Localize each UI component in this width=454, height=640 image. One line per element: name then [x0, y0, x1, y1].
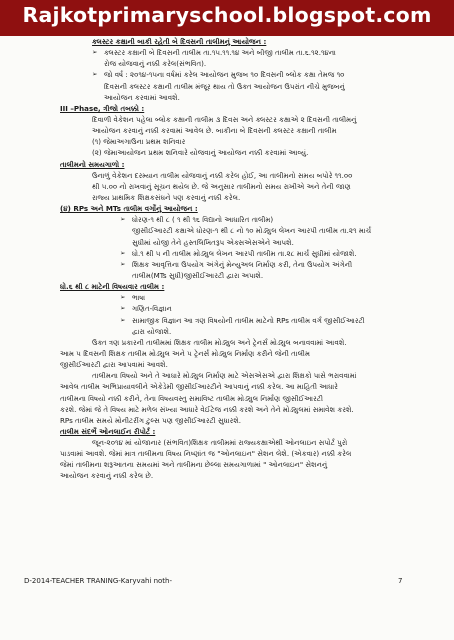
- paragraph-line: થી ૫.૦૦ નો રાખવાનું સૂચન થયેલ છે. જે અનુસાર તાલીમનો સમય રાખીએ અને તેની જાણ: [92, 181, 351, 191]
- paragraph-line: જેમાં તાલીમના શરૂઆતના સમયમાં અને તાલીમના છેલ્લા સમયગાળામાં " ઓનલાઇન" સેશનનું: [60, 460, 328, 470]
- paragraph-line: આયોજન કરવાનું નક્કી કરવામાં આવેલ છે. બાકીના બે દિવસની ક્લસ્ટર કક્ષાની તાલીમ: [92, 126, 337, 136]
- section-rps-mts: [0, 203, 454, 281]
- section-heading: (૪) RPs અને MTs તાલીમ વર્ગોનું આયોજન :: [60, 204, 198, 214]
- paragraph-line: આયોજન કરવાનું નક્કી કરેલ છે.: [60, 471, 154, 481]
- bullet-line: રોજ યોજવાનું નક્કી કરેલ(સંભવિત).: [104, 59, 207, 69]
- section-cluster-training: [0, 36, 454, 103]
- paragraph-line: તાલીમના વિષયો નક્કી કરીને, તેના વિષયવસ્તુ સમાવિષ્ટ તાલીમ મોડ્યુલ નિર્માણ જીસીઈઆરટી: [60, 393, 323, 403]
- section-heading: ધો.૬ થી ૮ માટેની વિષયવાર તાલીમ :: [60, 282, 165, 292]
- document-body: [0, 36, 454, 482]
- page-number: 7: [398, 577, 403, 585]
- paragraph-line: તાલીમના વિષયો અને તે આધારે મોડ્યુલ નિર્માણ માટે એસએસએ દ્વારા શિક્ષકો પાસે ભરાવવામાં: [92, 371, 357, 381]
- section-heading: ક્લસ્ટર કક્ષાની બાકી રહેતી બે દિવસની તાલીમનું આયોજન :: [92, 37, 267, 46]
- paragraph-line: RPs તાલીમ સમયે મોનીટરીંગ ટુલ્સ પણ જીસીઈઆરટી સુધારશે.: [60, 415, 242, 425]
- bullet-line: દિવસની ક્લસ્ટર કક્ષાની તાલીમ મંજૂર થાય તો ઉક્ત આયોજન ઉપરાંત નીચે મુજબનું: [104, 81, 345, 91]
- section-training-duration: [0, 159, 454, 204]
- bullet-line: ➢ સામાજીક વિજ્ઞાન આ ત્રણ વિષયોની તાલીમ માટેનો RPs તાલીમ વર્ગ જીસીઈઆરટી: [0, 315, 454, 326]
- paragraph-line: કરશે. જેમાં જે તે વિષય માટે મળેલ સંખ્યા આધારે વેઈટેજ નક્કી કરશે અને તેને મોડ્યુલમાં સમાવેશ કરશે.: [60, 404, 354, 414]
- section-phase-three: [0, 103, 454, 159]
- bullet-line: ➢ શિક્ષક આવૃત્તિના ઉપયોગ અંગેનું મેન્યુઅલ નિર્માણ કરી, તેના ઉપયોગ અંગેની: [0, 259, 454, 270]
- section-subject-training: [0, 281, 454, 426]
- paragraph-line: જીસીઈઆરટી દ્વારા આપવામાં આવશે.: [60, 360, 168, 370]
- bullet-line: આયોજન કરવામાં આવશે.: [104, 92, 180, 102]
- bullet-line: ➢ ક્લસ્ટર કક્ષાની બે દિવસની તાલીમ તા.૧૫.૧૧.૧૪ અને બીજી તાલીમ તા.૬.૧૨.૧૪ના: [0, 47, 454, 58]
- paragraph-line: જૂન-૨૦૧૪ માં યોજાનાર (સંભવિત)શિક્ષક તાલીમમાં રાજ્યકક્ષાએથી ઓનલાઇન સપોર્ટ પુરો: [92, 438, 348, 448]
- paragraph-line: આવેલ તાલીમ અભિપ્રાયાવલીને એકેડેમી જીસીઈઆરટીને આપવાનું નક્કી કરેલ. આ માહિતી આધારે: [60, 382, 338, 392]
- bullet-line: જીસીઈઆરટી કક્ષાએ ધોરણ-૧ થી ૮ નો ૧૦ મોડ્યુલ લેખન આરપી તાલીમ તા.૨૧ માર્ચ: [132, 226, 372, 236]
- section-online-report: [0, 426, 454, 482]
- bullet-line: ➢ ધો.૧ થી ૫ ની તાલીમ મોડ્યુલ લેખન આરપી તાલીમ તા.૨૮ માર્ચ સુધીમાં યોજાશે.: [0, 248, 454, 259]
- bullet-line: સુધીમાં યોજી તેને હસ્તલિખિતરૂપ એક્સએસએને આપશે.: [132, 237, 294, 247]
- numbered-line: (૧) જેમાઅગાઉના પ્રથમ શનિવાર: [92, 137, 186, 147]
- section-heading: III –Phase, ત્રીજો તબક્કો :: [60, 103, 145, 113]
- site-title: Rajkotprimaryschool.blogspot.com: [22, 3, 432, 27]
- document-page: [0, 36, 454, 640]
- paragraph-line: પાડવામાં આવશે. જેમાં માત્ર તાલીમના વિષય નિષ્ણાંત જ "ઓનલાઇન" સેશન લેશે. (એકવાર) નક્કી કરેલ: [60, 449, 352, 459]
- paragraph-line: આમ ૫ દિવસની શિક્ષક તાલીમ મોડ્યુલ અને ૫ ટ્રેનર્સ મોડ્યુલ નિર્માણ કરીને જેની તાલીમ: [60, 348, 310, 358]
- paragraph-line: રાજ્ય પ્રાથમિક શિક્ષકસંઘને પણ કરવાનું નક્કી કરેલ.: [92, 192, 241, 202]
- paragraph-line: ઉનાળું વેકેશન દરમ્યાન તાલીમ યોજવાનું નક્કી કરેલ હોઈ, આ તાલીમનો સમય બપોરે ૧૧.૦૦: [92, 170, 353, 180]
- bullet-line: દ્વારા યોજાશે.: [132, 326, 172, 336]
- section-heading: તાલીમનો સમયગાળો :: [60, 159, 125, 169]
- paragraph-line: દિવાળી વેકેશન પહેલા બ્લોક કક્ષાની તાલીમ ૩ દિવસ અને ક્લસ્ટર કક્ષાએ ૨ દિવસની તાલીમનું: [92, 114, 357, 124]
- bullet-line: ➢ જો વર્ષ : ૨૦૧૪-૧૫ના વર્ષમાં કરેલ આયોજન મુજબ ૧૦ દિવસની બ્લોક કક્ષા તેમજ ૧૦: [0, 69, 454, 80]
- numbered-line: (૨) જેમાઆયોજન પ્રથમ શનિવારે યોજવાનું આયોજન નક્કી કરવામાં આવ્યું.: [92, 148, 309, 158]
- bullet-line: ➢ ધોરણ-૧ થી ૮ ( ૧ થી ૧૬ વિદ્યાનો આધારિત તાલીમ): [0, 214, 454, 225]
- site-banner: [0, 0, 454, 36]
- bullet-line: ➢ ભાષા: [0, 292, 454, 303]
- bullet-line: તાલીમ(MTs સુધી)જીસીઈઆરટી દ્વારા અપાશે.: [132, 270, 264, 280]
- section-heading: તાલીમ સંદર્ભે ઓનલાઈન રીપોર્ટ :: [60, 426, 156, 436]
- paragraph-line: ઉક્ત ત્રણ પ્રકારની તાલીમમાં શિક્ષક તાલીમ મોડ્યુલ અને ટ્રેનર્સ મોડ્યુલ બનાવવામાં આવશે.: [92, 337, 347, 347]
- footer-text: D-2014-TEACHER TRANING-Karyvahi noth-: [24, 577, 173, 585]
- bullet-line: ➢ ગણિત-વિજ્ઞાન: [0, 303, 454, 314]
